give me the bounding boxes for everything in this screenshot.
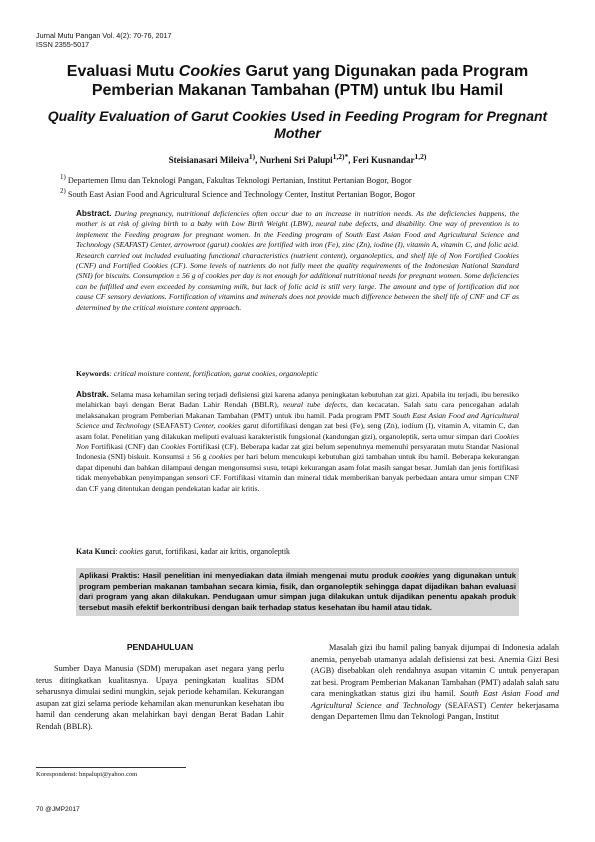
affiliation-1 [60, 172, 540, 186]
title-italic: Cookies [178, 63, 242, 80]
kata-kunci-text: garut, fortifikasi, kadar air kritis, organoleptik [143, 547, 290, 556]
keywords-indonesian [76, 547, 519, 556]
abstrak-text: Fortifikasi (CNF) dan [88, 442, 161, 452]
kata-kunci-text: : [115, 547, 120, 556]
aplikasi-label: Aplikasi Praktis: [79, 571, 140, 580]
footnote-correspondence: Korespondensi: hnpalupi@yahoo.com [36, 771, 138, 778]
abstrak-italic: cookies [208, 452, 232, 462]
title-text-2: Garut yang Digunakan pada Program Pemberian Makanan Tambahan (PTM) untuk Ibu Hamil [91, 63, 529, 99]
author-name: , Feri Kusnandar [348, 155, 415, 165]
abstrak-text: per hari belum mencukupi kebutuhan gizi tambahan untuk ibu hamil. Beberapa kekurangan dapat dipenuhi dan bahkan dilampaui dengan mengonsumsi susu, tetapi kekurangan asam folat masih sangat besar. Jumlah dan jenis fortifikasi tidak menyebabkan penyimpangan sensori CF. Fortifikasi vitamin dan mineral tidak memberikan banyak perbedaan antara umur simpan CNF dan CF yang ditentukan dengan pendekatan kadar air kritis. [76, 452, 519, 493]
affiliation-text: South East Asian Food and Agricultural Science and Technology Center, Institut Pertanian Bogor, Bogor [65, 189, 416, 199]
keywords-label: Keywords [76, 369, 110, 378]
affiliation-text: Departemen Ilmu dan Teknologi Pangan, Fakultas Teknologi Pertanian, Institut Pertanian Bogor, Bogor [65, 175, 412, 185]
abstrak-text: garut difortifikasi dengan zat besi (Fe), seng (Zn), iodium (I), vitamin A, vitamin C, dan asam folat. Penelitian yang dilakukan meliputi evaluasi karakteristik fungsional (kandungan gizi), organoleptik, serta umur simpan dari [76, 421, 519, 441]
author-sup: 1,2) [414, 152, 427, 161]
page-footer: 70 @JMP2017 [36, 806, 80, 813]
abstract-label: Abstract. [76, 209, 112, 218]
paper-title [30, 62, 565, 100]
body-column-right [311, 642, 559, 723]
author-list [30, 152, 565, 165]
body-text: Masalah gizi ibu hamil paling banyak dijumpai di Indonesia adalah anemia, penyebab utamanya adalah defisiensi zat besi. Anemia Gizi Besi (AGB) disebabkan oleh rendahnya asupan vitamin C untuk penyerapan zat besi. Program Pemberian Makanan Tambahan (PMT) adalah salah satu cara meningkatkan status gizi ibu hamil. [311, 643, 559, 698]
paper-title-english: Quality Evaluation of Garut Cookies Used in Feeding Program for Pregnant Mother [47, 108, 548, 141]
body-text: (SEAFAST) [440, 700, 491, 710]
section-heading: PENDAHULUAN [126, 642, 194, 652]
keywords-text: : critical moisture content, fortification, garut cookies, organoleptic [109, 369, 318, 378]
journal-citation: Jurnal Mutu Pangan Vol. 4(2): 70-76, 2017 [36, 31, 172, 40]
kata-kunci-italic: cookies [119, 547, 144, 556]
body-italic: Center [490, 700, 514, 710]
aplikasi-text: yang digunakan untuk program pemberian makanan tambahan secara kimia, fisik, dan organoleptik sehingga dapat dijadikan bahan evaluasi dari program yang akan dilakukan. Pendugaan umur simpan juga dilakukan untuk dijadikan penentu apakah produk tersebut masih efektif berkontribusi dengan baik terhadap status kesehatan ibu hamil atau tidak. [79, 571, 516, 612]
journal-issn: ISSN 2355-5017 [36, 40, 90, 49]
author-sup: 1) [248, 152, 256, 161]
body-paragraph: Sumber Daya Manusia (SDM) merupakan aset negara yang perlu terus ditingkatkan kualitasnya. Upaya peningkatan kualitas SDM seharusnya dimulai sedini mungkin, sejak periode kehamilan. Kekurangan asupan zat gizi selama periode kehamilan akan menurunkan kesehatan ibu hamil dan cenderung akan melahirkan bayi dengan Berat Badan Lahir Rendah (BBLR). [36, 664, 284, 731]
abstract-text: During pregnancy, nutritional deficiencies often occur due to an increase in nutrition needs. As the deficiencies happens, the mother is at risk of giving birth to a baby with Low Birth Weight (LBW), neural tube defects, and disability. One way of prevention is to implement the Feeding program for pregnant women. In the Feeding program of South East Asian Food and Agricultural Science and Technology (SEAFAST) Center, arrowroot (garut) cookies are fortified with iron (Fe), zinc (Zn), iodine (I), vitamin A, vitamin C, and folic acid. Research carried out included evaluating functional characteristics (nutrient content), organoleptics, and shelf life of Non Fortified Cookies (CNF) and Fortified Cookies (CF). Some levels of nutrients do not fully meet the quality requirements of the Indonesian National Standard (SNI) for biscuits. Consumption ± 56 g of cookies per day is not enough for additional nutritional needs for pregnant women. Some deficiencies can be fulfilled and even exceeded by consuming milk, but lack of folic acid is still very large. The amount and type of fortification did not cause CF sensory deviations. Fortification of vitamins and minerals does not provide much difference between the shelf life of CNF and CF as determined by the critical moisture content approach. [76, 209, 519, 312]
practical-application-box [76, 568, 519, 616]
body-column-left [36, 663, 284, 732]
author-name: Steisianasari Mileiva [168, 155, 249, 165]
abstrak-text: Fortifikasi (CF). Beberapa kadar zat gizi belum sepenuhnya memenuhi persyaratan mutu Standar Nasional Indonesia (SNI) biskuit. Konsumsi ± 56 g [76, 442, 519, 462]
abstrak-italic: Cookies [160, 442, 186, 452]
body-paragraph [311, 642, 559, 723]
abstrak-label: Abstrak. [76, 390, 109, 399]
abstrak-italic: neural tube defects [282, 400, 346, 410]
body-italic: South East Asian Food and Agricultural Science and Technology [311, 689, 559, 710]
abstract-english [76, 209, 519, 313]
footnote-rule [36, 767, 186, 768]
aplikasi-italic: cookies [400, 571, 430, 580]
author-name: , Nurheni Sri Palupi [255, 155, 333, 165]
abstrak-italic: Cookies Non [76, 431, 519, 452]
abstrak-text: , dan kecacatan. Salah satu cara pencegahan adalah melaksanakan program Pemberian Makanan Tambahan (PMT) untuk ibu hamil. Pada program PMT [76, 400, 519, 420]
affiliation-sup: 2) [60, 187, 66, 195]
affiliation-sup: 1) [60, 174, 66, 181]
abstrak-italic: South East Asian Food and Agricultural Science and Technology [76, 410, 519, 431]
body-text: bekerjasama dengan Departemen Ilmu dan Teknologi Pangan, Institut [311, 700, 559, 721]
abstract-indonesian [76, 390, 519, 494]
abstrak-italic: Center, cookies [193, 421, 241, 431]
journal-header [36, 31, 171, 49]
abstrak-text: (SEAFAST) [150, 421, 194, 431]
keywords-english [76, 369, 519, 378]
kata-kunci-label: Kata Kunci [76, 547, 116, 556]
title-text-1: Evaluasi Mutu [66, 63, 179, 80]
affiliation-2 [60, 186, 540, 200]
abstrak-text: Selama masa kehamilan sering terjadi defisiensi gizi karena adanya peningkatan kebutuhan zat gizi. Apabila itu terjadi, ibu beresiko melahirkan bayi dengan Berat Badan Lahir Rendah (BBLR), [76, 390, 519, 410]
author-sup: 1,2)* [332, 152, 349, 161]
aplikasi-text: Hasil penelitian ini menyediakan data ilmiah mengenai mutu produk [139, 571, 401, 580]
affiliations [60, 172, 540, 200]
